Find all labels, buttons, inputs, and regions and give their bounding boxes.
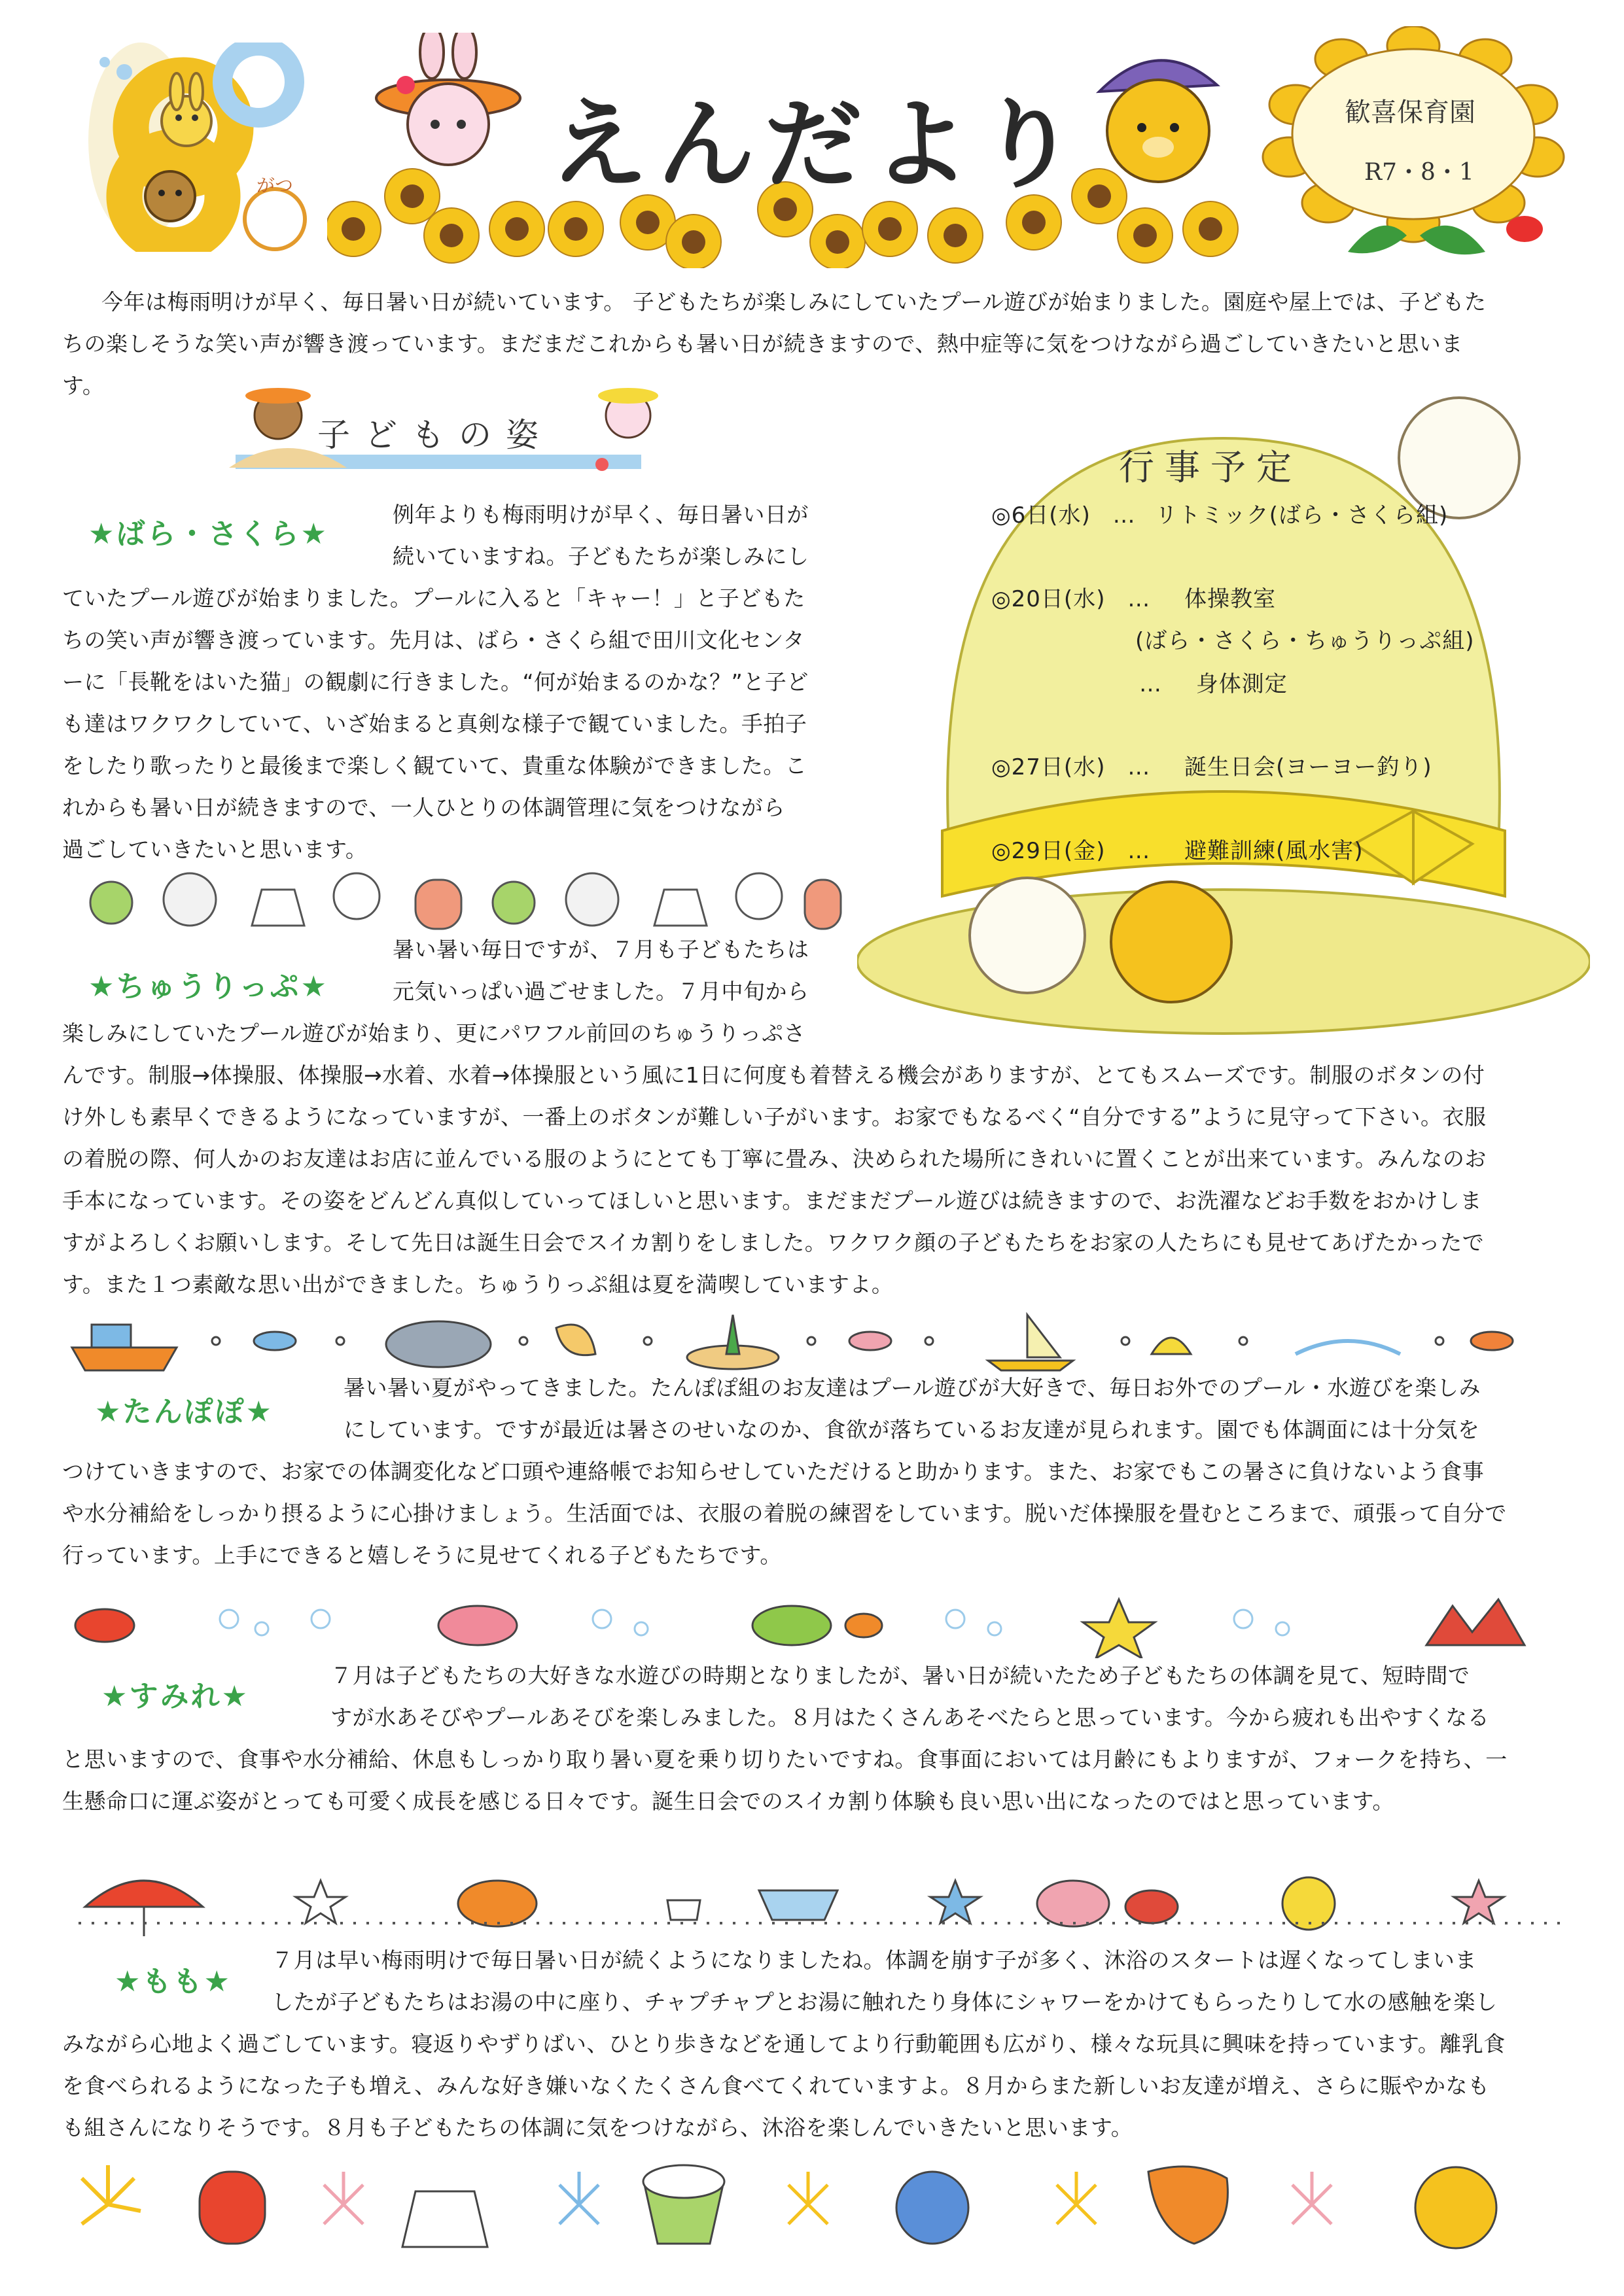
- schedule-list: [991, 497, 1515, 863]
- header: [0, 0, 1624, 275]
- schedule-dots: …: [1127, 754, 1151, 780]
- schedule-date: ◎29日(金): [991, 838, 1106, 864]
- schedule-date: ◎20日(水): [991, 586, 1106, 612]
- body-line: ７月は早い梅雨明けで毎日暑い日が続くようになりましたね。体調を崩す子が多く、沐浴のスタートは遅くなってしまいま: [272, 1947, 1477, 1973]
- schedule-item: [991, 581, 1276, 613]
- page-title: えんだより: [550, 88, 1087, 202]
- intro-line: 今年は梅雨明けが早く、毎日暑い日が続いています。 子どもたちが楽しみにしていたプール遊びが始まりました。園庭や屋上では、子どもた: [101, 289, 1487, 315]
- body-line: 暑い暑い夏がやってきました。たんぽぽ組のお友達はプール遊びが大好きで、毎日お外でのプール・水遊びを楽しみ: [344, 1375, 1481, 1400]
- school-sunflower: [1250, 26, 1583, 268]
- children-heading: 子どもの姿: [317, 416, 553, 454]
- schedule-text: 誕生日会(ヨーヨー釣り): [1184, 754, 1432, 780]
- school-name: 歓喜保育園: [1345, 97, 1475, 128]
- section-body-tulip: [62, 929, 1574, 1306]
- schedule-dots: …: [1127, 586, 1151, 612]
- body-line: ちの笑い声が響き渡っています。先月は、ばら・さくら組で田川文化センタ: [62, 627, 805, 653]
- body-line: 続いていますね。子どもたちが楽しみにし: [393, 544, 809, 569]
- section-heading-sumire: ★すみれ★: [101, 1680, 249, 1713]
- schedule-dots: …: [1112, 502, 1136, 529]
- body-line: ーに「長靴をはいた猫」の観劇に行きました。“何が始まるのかな？”と子ど: [62, 669, 809, 695]
- section-heading-tanpopo: ★たんぽぽ★: [95, 1395, 274, 1429]
- schedule-date: ◎27日(水): [991, 754, 1106, 780]
- schedule-dots: …: [1139, 671, 1162, 697]
- section-body-tanpopo: [62, 1367, 1574, 1576]
- schedule-dots: …: [1127, 838, 1151, 864]
- section-heading-momo: ★もも★: [115, 1965, 232, 1998]
- body-line: をしたり歌ったりと最後まで楽しく観ていて、貴重な体験ができました。こ: [62, 753, 807, 778]
- body-line: つけていきますので、お家での体調変化など口頭や連絡帳でお知らせしていただけると助かります。また、お家でもこの暑さに負けないよう食事: [62, 1459, 1485, 1484]
- schedule-item: [991, 497, 1448, 529]
- beach-deco-row: [72, 1854, 1570, 1939]
- intro-line: す。: [62, 373, 105, 398]
- section-heading-bara: ★ばら・さくら★: [88, 517, 328, 551]
- issue-date: R7・8・1: [1364, 159, 1474, 186]
- intro-line: ちの楽しそうな笑い声が響き渡っています。まだまだこれからも暑い日が続きますので、熱中症等に気をつけながら過ごしていきたいと思いま: [62, 331, 1463, 357]
- body-line: や水分補給をしっかり摂るように心掛けましょう。生活面では、衣服の着脱の練習をしています。脱いだ体操服を畳むところまで、頑張って自分で: [62, 1501, 1507, 1526]
- bear-cap-character: [1086, 39, 1237, 196]
- body-line: んです。制服→体操服、体操服→水着、水着→体操服という風に1日に何度も着替える機会がありますが、とてもスムーズです。制服のボタンの付: [62, 1062, 1485, 1088]
- body-line: を食べられるようになった子も増え、みんな好き嫌いなくたくさん食べてくれていますよ。８月からまた新しいお友達が増え、さらに賑やかなも: [62, 2073, 1490, 2098]
- schedule-text: 避難訓練(風水害): [1184, 838, 1364, 864]
- summer-night-deco-row: [69, 2152, 1574, 2263]
- section-body-momo: [62, 1939, 1574, 2149]
- body-line: 例年よりも梅雨明けが早く、毎日暑い日が: [393, 502, 809, 527]
- body-line: すがよろしくお願いします。そして先日は誕生日会でスイカ割りをしました。ワクワク顔の子どもたちをお家の人たちにも見せてあげたかったで: [62, 1230, 1485, 1255]
- schedule-item: [991, 833, 1364, 865]
- schedule-text: 体操教室: [1184, 586, 1277, 612]
- bunny-hat-character: [366, 33, 537, 183]
- month-suffix: がつ: [256, 175, 294, 196]
- section-body-bara: [62, 494, 847, 871]
- schedule-item: [1139, 666, 1288, 698]
- body-line: 生懸命口に運ぶ姿がとっても可愛く成長を感じる日々です。誕生日会でのスイカ割り体験も良い思い出になったのではと思っています。: [62, 1788, 1394, 1814]
- body-line: け外しも素早くできるようになっていますが、一番上のボタンが難しい子がいます。お家でもなるべく“自分でする”ように見守って下さい。衣服: [62, 1104, 1487, 1130]
- body-line: の着脱の際、何人かのお友達はお店に並んでいる服のようにとても丁寧に畳み、決められた場所にきれいに置くことが出来ています。みんなのお: [62, 1146, 1487, 1172]
- schedule-item: [1135, 623, 1475, 655]
- body-line: 元気いっぱい過ごせました。７月中旬から: [393, 979, 809, 1004]
- body-line: 手本になっています。その姿をどんどん真似していってほしいと思います。まだまだプール遊びは続きますので、お洗濯などお手数をおかけしま: [62, 1188, 1482, 1213]
- body-line: 暑い暑い毎日ですが、７月も子どもたちは: [393, 937, 809, 962]
- schedule-date: ◎6日(水): [991, 502, 1091, 529]
- month-badge: [62, 43, 337, 252]
- body-line: 行っています。上手にできると嬉しそうに見せてくれる子どもたちです。: [62, 1542, 782, 1568]
- body-line: したが子どもたちはお湯の中に座り、チャプチャプとお湯に触れたり身体にシャワーをかけてもらったりして水の感触を楽し: [272, 1989, 1498, 2015]
- body-line: と思いますので、食事や水分補給、休息もしっかり取り暑い夏を乗り切りたいですね。食事面においては月齢にもよりますが、フォークを持ち、一: [62, 1747, 1508, 1772]
- body-line: 楽しみにしていたプール遊びが始まり、更にパワフル前回のちゅうりっぷさ: [62, 1020, 806, 1046]
- ocean-life-deco-row: [65, 1586, 1570, 1658]
- section-body-sumire: [62, 1655, 1574, 1822]
- body-line: れからも暑い日が続きますので、一人ひとりの体調管理に気をつけながら: [62, 795, 785, 820]
- body-line: すが水あそびやプールあそびを楽しみました。８月はたくさんあそべたらと思っています。今から疲れも出やすくなる: [330, 1705, 1490, 1730]
- section-heading-tulip: ★ちゅうりっぷ★: [88, 970, 328, 1003]
- body-line: にしています。ですが最近は暑さのせいなのか、食欲が落ちているお友達が見られます。園でも体調面には十分気を: [344, 1417, 1480, 1442]
- schedule-text: リトミック(ばら・さくら組): [1155, 502, 1449, 529]
- body-line: ていたプール遊びが始まりました。プールに入ると「キャー！」と子どもた: [62, 585, 805, 611]
- body-line: みながら心地よく過ごしています。寝返りやずりばい、ひとり歩きなどを通してより行動範囲も広がり、様々な玩具に興味を持っています。離乳食: [62, 2031, 1506, 2057]
- schedule-item: [991, 749, 1432, 781]
- body-line: も達はワクワクしていて、いざ始まると真剣な様子で観ていました。手拍子: [62, 711, 807, 737]
- schedule-text: 身体測定: [1195, 671, 1288, 697]
- body-line: ７月は子どもたちの大好きな水遊びの時期となりましたが、暑い日が続いたため子どもたちの体調を見て、短時間で: [330, 1663, 1470, 1688]
- schedule-title: 行事予定: [1119, 447, 1302, 488]
- body-line: も組さんになりそうです。８月も子どもたちの体調に気をつけながら、沐浴を楽しんでいきたいと思います。: [62, 2115, 1133, 2140]
- body-line: す。また１つ素敵な思い出ができました。ちゅうりっぷ組は夏を満喫していますよ。: [62, 1272, 894, 1297]
- body-line: 過ごしていきたいと思います。: [62, 837, 368, 862]
- schedule-text: (ばら・さくら・ちゅうりっぷ組): [1135, 628, 1475, 654]
